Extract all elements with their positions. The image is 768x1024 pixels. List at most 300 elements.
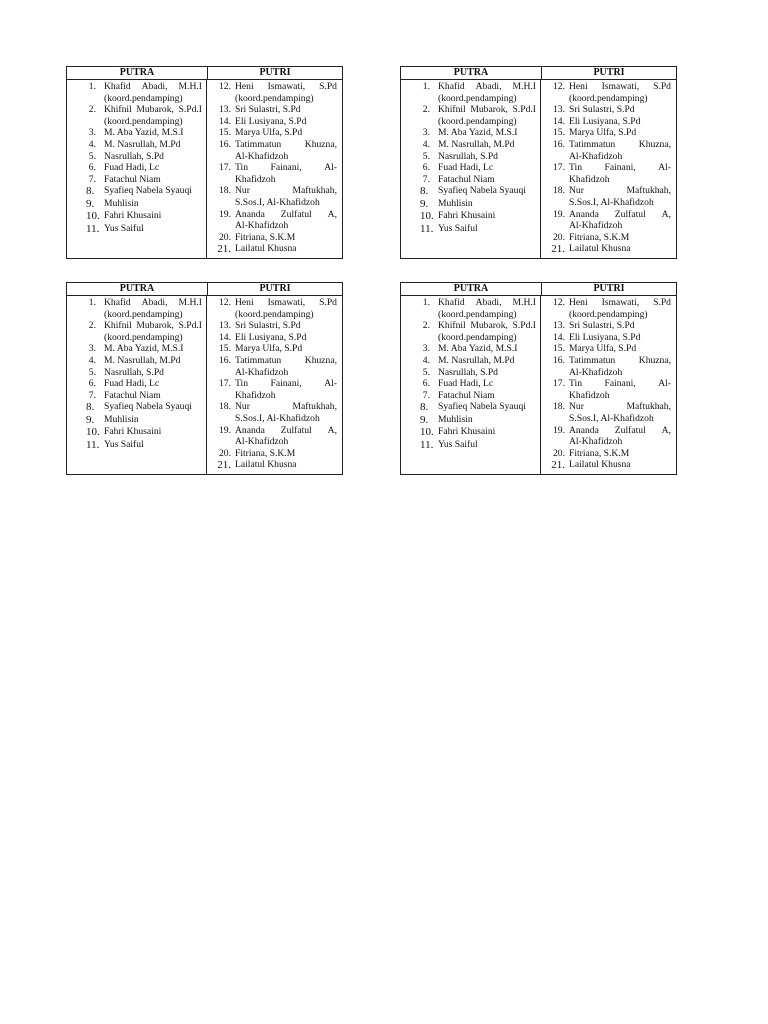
item-number: 20. bbox=[553, 447, 565, 459]
item-name bbox=[231, 127, 337, 139]
list-item bbox=[541, 104, 671, 116]
item-name bbox=[430, 104, 536, 127]
list-item bbox=[67, 355, 202, 367]
item-line: Nur Maftukhah, bbox=[235, 185, 337, 197]
item-name bbox=[430, 210, 536, 222]
item-number: 4. bbox=[422, 138, 430, 150]
list-item bbox=[67, 367, 202, 379]
item-number: 6. bbox=[422, 162, 430, 174]
item-line: Heni Ismawati, S.Pd bbox=[569, 81, 671, 92]
item-line: Fatachul Niam bbox=[104, 389, 161, 401]
item-line: S.Sos.I, Al-Khafidzoh bbox=[569, 196, 654, 208]
item-line: Khafidzoh bbox=[235, 389, 276, 401]
item-name bbox=[231, 185, 337, 208]
item-name bbox=[96, 162, 202, 174]
putri-column bbox=[207, 80, 342, 258]
list-item bbox=[541, 425, 671, 448]
putri-column bbox=[207, 296, 342, 474]
item-line: Ananda Zulfatul A, bbox=[235, 208, 337, 220]
list-item bbox=[541, 139, 671, 162]
item-name bbox=[231, 343, 337, 355]
list-item bbox=[207, 320, 337, 332]
item-number: 7. bbox=[88, 173, 96, 185]
item-line: Khafid Abadi, M.H.I bbox=[104, 297, 202, 308]
item-line: Al-Khafidzoh bbox=[569, 150, 623, 162]
item-number: 19. bbox=[219, 424, 231, 436]
item-line: Tin Fainani, Al- bbox=[235, 162, 337, 174]
item-name bbox=[565, 343, 671, 355]
list-item bbox=[207, 104, 337, 116]
item-line: Fahri Khusaini bbox=[438, 426, 496, 438]
item-number: 3. bbox=[422, 127, 430, 139]
item-name bbox=[565, 81, 671, 104]
item-line: S.Sos.I, Al-Khafidzoh bbox=[569, 412, 654, 424]
item-line: Fuad Hadi, Lc bbox=[438, 162, 494, 174]
item-line: (koord.pendamping) bbox=[235, 308, 314, 320]
list-item bbox=[67, 127, 202, 139]
item-line: Eli Lusiyana, S.Pd bbox=[235, 331, 307, 343]
item-name bbox=[565, 459, 671, 471]
list-item bbox=[401, 355, 536, 367]
item-line: Lailatul Khusna bbox=[235, 459, 297, 471]
item-number: 1. bbox=[422, 81, 430, 92]
item-name bbox=[565, 104, 671, 116]
item-number: 12. bbox=[219, 297, 231, 308]
item-number: 18. bbox=[219, 401, 231, 413]
item-number: 2. bbox=[422, 104, 430, 116]
list-item bbox=[541, 297, 671, 320]
item-number: 6. bbox=[88, 162, 96, 174]
item-line: (koord.pendamping) bbox=[569, 308, 648, 320]
item-name bbox=[565, 297, 671, 320]
item-line: Fatachul Niam bbox=[104, 173, 161, 185]
list-item bbox=[207, 343, 337, 355]
putra-column bbox=[401, 296, 541, 474]
item-line: (koord.pendamping) bbox=[104, 92, 183, 104]
item-line: Syafieq Nabela Syauqi bbox=[438, 185, 526, 197]
table-body bbox=[401, 80, 676, 258]
item-line: Heni Ismawati, S.Pd bbox=[235, 297, 337, 308]
item-name bbox=[430, 297, 536, 320]
item-number: 21. bbox=[551, 243, 565, 256]
item-name bbox=[231, 297, 337, 320]
list-item bbox=[541, 127, 671, 139]
roster-table-2 bbox=[400, 66, 677, 259]
item-line: Khafid Abadi, M.H.I bbox=[438, 297, 536, 308]
table-header-row bbox=[401, 283, 676, 296]
list-item bbox=[401, 378, 536, 390]
item-line: Al-Khafidzoh bbox=[235, 366, 289, 378]
item-number: 2. bbox=[422, 320, 430, 332]
item-line: Muhlisin bbox=[104, 413, 139, 425]
item-name bbox=[565, 185, 671, 208]
item-line: Ananda Zulfatul A, bbox=[235, 424, 337, 436]
item-name bbox=[96, 104, 202, 127]
item-line: M. Nasrullah, M.Pd bbox=[104, 138, 181, 150]
item-number: 21. bbox=[217, 243, 231, 256]
list-item bbox=[67, 439, 202, 451]
list-item bbox=[401, 210, 536, 222]
item-line: Muhlisin bbox=[104, 197, 139, 209]
list-item bbox=[67, 174, 202, 186]
item-line: Al-Khafidzoh bbox=[569, 366, 623, 378]
item-name bbox=[565, 232, 671, 244]
item-line: Nasrullah, S.Pd bbox=[104, 150, 164, 162]
item-name bbox=[430, 390, 536, 402]
item-number: 9. bbox=[420, 413, 429, 426]
list-item bbox=[67, 210, 202, 222]
item-name bbox=[96, 174, 202, 186]
item-name bbox=[231, 401, 337, 424]
item-line: M. Nasrullah, M.Pd bbox=[438, 138, 515, 150]
item-line: Al-Khafidzoh bbox=[235, 150, 289, 162]
item-number: 10. bbox=[420, 426, 434, 439]
item-line: M. Nasrullah, M.Pd bbox=[438, 354, 515, 366]
table-header-row bbox=[67, 67, 342, 80]
list-item bbox=[401, 81, 536, 104]
item-number: 12. bbox=[219, 81, 231, 92]
item-name bbox=[96, 401, 202, 413]
item-line: Muhlisin bbox=[438, 413, 473, 425]
item-name bbox=[430, 378, 536, 390]
list-item bbox=[541, 243, 671, 255]
item-line: Fatachul Niam bbox=[438, 389, 495, 401]
item-name bbox=[565, 243, 671, 255]
item-number: 19. bbox=[553, 424, 565, 436]
table-header-row bbox=[401, 67, 676, 80]
list-item bbox=[401, 104, 536, 127]
item-line: (koord.pendamping) bbox=[104, 115, 183, 127]
item-number: 20. bbox=[219, 231, 231, 243]
list-item bbox=[207, 232, 337, 244]
list-item bbox=[541, 185, 671, 208]
header-putri: PUTRI bbox=[593, 67, 625, 78]
item-line: Al-Khafidzoh bbox=[235, 436, 289, 448]
item-name bbox=[96, 414, 202, 426]
item-name bbox=[430, 162, 536, 174]
list-item bbox=[401, 151, 536, 163]
item-name bbox=[96, 81, 202, 104]
list-item bbox=[207, 378, 337, 401]
item-line: Marya Ulfa, S.Pd bbox=[569, 343, 637, 355]
item-line: Eli Lusiyana, S.Pd bbox=[569, 115, 641, 127]
list-item bbox=[207, 459, 337, 471]
item-line: Khafidzoh bbox=[569, 173, 610, 185]
item-name bbox=[231, 332, 337, 344]
item-line: Khafidzoh bbox=[235, 173, 276, 185]
list-item bbox=[541, 81, 671, 104]
item-number: 13. bbox=[219, 104, 231, 116]
item-name bbox=[231, 209, 337, 232]
putri-column bbox=[541, 296, 676, 474]
item-line: Khafid Abadi, M.H.I bbox=[438, 81, 536, 92]
item-number: 4. bbox=[422, 354, 430, 366]
item-number: 18. bbox=[553, 401, 565, 413]
item-name bbox=[565, 355, 671, 378]
item-name bbox=[231, 116, 337, 128]
item-line: Khifnil Mubarok, S.Pd.I bbox=[438, 320, 536, 332]
list-item bbox=[401, 367, 536, 379]
item-name bbox=[430, 367, 536, 379]
item-line: Tatimmatun Khuzna, bbox=[569, 138, 671, 150]
item-number: 9. bbox=[86, 413, 95, 426]
item-line: Fitriana, S.K.M bbox=[235, 231, 296, 243]
item-number: 7. bbox=[88, 389, 96, 401]
item-name bbox=[96, 185, 202, 197]
item-name bbox=[430, 81, 536, 104]
list-item bbox=[541, 209, 671, 232]
item-name bbox=[565, 425, 671, 448]
list-item bbox=[207, 139, 337, 162]
item-number: 20. bbox=[219, 447, 231, 459]
list-item bbox=[207, 243, 337, 255]
item-name bbox=[231, 81, 337, 104]
list-item bbox=[541, 378, 671, 401]
item-number: 5. bbox=[422, 366, 430, 378]
item-line: Marya Ulfa, S.Pd bbox=[235, 127, 303, 139]
item-line: Khafid Abadi, M.H.I bbox=[104, 81, 202, 92]
item-number: 12. bbox=[553, 81, 565, 92]
item-number: 1. bbox=[88, 297, 96, 308]
item-number: 16. bbox=[553, 354, 565, 366]
header-putra: PUTRA bbox=[401, 67, 542, 79]
putra-column bbox=[67, 296, 207, 474]
item-number: 5. bbox=[88, 366, 96, 378]
item-line: Yus Saiful bbox=[104, 438, 144, 450]
item-line: (koord.pendamping) bbox=[438, 92, 517, 104]
item-line: (koord.pendamping) bbox=[438, 115, 517, 127]
item-number: 18. bbox=[553, 185, 565, 197]
item-number: 13. bbox=[219, 320, 231, 332]
list-item bbox=[401, 139, 536, 151]
list-item bbox=[207, 127, 337, 139]
item-line: (koord.pendamping) bbox=[438, 331, 517, 343]
item-line: Khifnil Mubarok, S.Pd.I bbox=[104, 104, 202, 116]
list-item bbox=[67, 343, 202, 355]
item-line: Lailatul Khusna bbox=[569, 459, 631, 471]
item-line: Ananda Zulfatul A, bbox=[569, 208, 671, 220]
list-item bbox=[207, 297, 337, 320]
item-number: 16. bbox=[219, 138, 231, 150]
item-number: 10. bbox=[86, 210, 100, 223]
item-name bbox=[565, 378, 671, 401]
item-number: 8. bbox=[420, 185, 429, 198]
item-number: 5. bbox=[88, 150, 96, 162]
header-putri: PUTRI bbox=[593, 283, 625, 294]
item-name bbox=[96, 390, 202, 402]
item-line: Al-Khafidzoh bbox=[569, 220, 623, 232]
item-number: 13. bbox=[553, 104, 565, 116]
item-name bbox=[430, 223, 536, 235]
item-line: Fahri Khusaini bbox=[438, 210, 496, 222]
item-line: Ananda Zulfatul A, bbox=[569, 424, 671, 436]
item-line: Al-Khafidzoh bbox=[569, 436, 623, 448]
header-putri: PUTRI bbox=[259, 283, 291, 294]
item-number: 9. bbox=[420, 197, 429, 210]
list-item bbox=[401, 343, 536, 355]
list-item bbox=[207, 401, 337, 424]
item-name bbox=[96, 151, 202, 163]
item-name bbox=[565, 162, 671, 185]
item-line: Lailatul Khusna bbox=[235, 243, 297, 255]
item-name bbox=[231, 448, 337, 460]
list-item bbox=[541, 162, 671, 185]
item-number: 10. bbox=[86, 426, 100, 439]
item-number: 4. bbox=[88, 354, 96, 366]
item-name bbox=[96, 198, 202, 210]
item-name bbox=[96, 367, 202, 379]
item-number: 17. bbox=[553, 378, 565, 390]
item-line: S.Sos.I, Al-Khafidzoh bbox=[235, 412, 320, 424]
item-line: Nasrullah, S.Pd bbox=[438, 366, 498, 378]
item-number: 3. bbox=[88, 343, 96, 355]
list-item bbox=[401, 127, 536, 139]
list-item bbox=[401, 439, 536, 451]
item-line: Tatimmatun Khuzna, bbox=[235, 138, 337, 150]
list-item bbox=[401, 320, 536, 343]
item-line: Nasrullah, S.Pd bbox=[104, 366, 164, 378]
item-number: 14. bbox=[219, 115, 231, 127]
list-item bbox=[67, 320, 202, 343]
item-number: 5. bbox=[422, 150, 430, 162]
header-putra: PUTRA bbox=[67, 283, 208, 295]
item-line: S.Sos.I, Al-Khafidzoh bbox=[235, 196, 320, 208]
item-number: 7. bbox=[422, 173, 430, 185]
item-name bbox=[565, 116, 671, 128]
list-item bbox=[401, 401, 536, 413]
item-line: M. Aba Yazid, M.S.I bbox=[104, 343, 184, 355]
item-line: M. Nasrullah, M.Pd bbox=[104, 354, 181, 366]
item-number: 15. bbox=[219, 127, 231, 139]
item-number: 15. bbox=[219, 343, 231, 355]
item-name bbox=[96, 210, 202, 222]
list-item bbox=[401, 223, 536, 235]
roster-table-3 bbox=[66, 282, 343, 475]
item-line: Fatachul Niam bbox=[438, 173, 495, 185]
item-name bbox=[231, 320, 337, 332]
item-number: 11. bbox=[86, 222, 100, 235]
item-line: Tatimmatun Khuzna, bbox=[569, 354, 671, 366]
item-name bbox=[430, 439, 536, 451]
item-number: 11. bbox=[420, 222, 434, 235]
item-line: Fahri Khusaini bbox=[104, 210, 162, 222]
item-name bbox=[96, 355, 202, 367]
item-name bbox=[96, 297, 202, 320]
list-item bbox=[401, 426, 536, 438]
item-line: Fuad Hadi, Lc bbox=[104, 378, 160, 390]
list-item bbox=[207, 81, 337, 104]
item-name bbox=[96, 426, 202, 438]
item-name bbox=[565, 320, 671, 332]
item-number: 6. bbox=[422, 378, 430, 390]
item-line: Nur Maftukhah, bbox=[235, 401, 337, 413]
item-number: 8. bbox=[420, 401, 429, 414]
item-line: Tatimmatun Khuzna, bbox=[235, 354, 337, 366]
item-number: 9. bbox=[86, 197, 95, 210]
item-number: 15. bbox=[553, 343, 565, 355]
item-name bbox=[565, 332, 671, 344]
item-name bbox=[430, 198, 536, 210]
list-item bbox=[67, 198, 202, 210]
item-line: Yus Saiful bbox=[438, 438, 478, 450]
item-line: Syafieq Nabela Syauqi bbox=[104, 185, 192, 197]
list-item bbox=[207, 332, 337, 344]
item-number: 21. bbox=[551, 459, 565, 472]
item-number: 6. bbox=[88, 378, 96, 390]
item-line: Eli Lusiyana, S.Pd bbox=[235, 115, 307, 127]
item-number: 11. bbox=[86, 438, 100, 451]
item-line: M. Aba Yazid, M.S.I bbox=[104, 127, 184, 139]
item-line: (koord.pendamping) bbox=[104, 308, 183, 320]
table-body bbox=[67, 296, 342, 474]
list-item bbox=[207, 355, 337, 378]
item-line: Nasrullah, S.Pd bbox=[438, 150, 498, 162]
item-name bbox=[231, 243, 337, 255]
item-line: Heni Ismawati, S.Pd bbox=[569, 297, 671, 308]
item-number: 17. bbox=[553, 162, 565, 174]
list-item bbox=[207, 185, 337, 208]
list-item bbox=[541, 355, 671, 378]
item-name bbox=[231, 378, 337, 401]
item-number: 1. bbox=[88, 81, 96, 92]
item-line: Fitriana, S.K.M bbox=[569, 231, 630, 243]
list-item bbox=[67, 185, 202, 197]
item-number: 2. bbox=[88, 320, 96, 332]
item-name bbox=[231, 232, 337, 244]
item-line: Tin Fainani, Al- bbox=[569, 378, 671, 390]
item-number: 15. bbox=[553, 127, 565, 139]
item-name bbox=[231, 104, 337, 116]
list-item bbox=[401, 414, 536, 426]
item-line: Nur Maftukhah, bbox=[569, 401, 671, 413]
item-line: Sri Sulastri, S.Pd bbox=[235, 320, 301, 332]
list-item bbox=[67, 297, 202, 320]
item-name bbox=[96, 223, 202, 235]
list-item bbox=[401, 297, 536, 320]
list-item bbox=[67, 223, 202, 235]
roster-table-4 bbox=[400, 282, 677, 475]
item-line: Khifnil Mubarok, S.Pd.I bbox=[104, 320, 202, 332]
item-number: 11. bbox=[420, 438, 434, 451]
item-name bbox=[96, 127, 202, 139]
item-name bbox=[430, 401, 536, 413]
item-number: 18. bbox=[219, 185, 231, 197]
list-item bbox=[67, 139, 202, 151]
list-item bbox=[541, 343, 671, 355]
list-item bbox=[67, 104, 202, 127]
item-line: Syafieq Nabela Syauqi bbox=[104, 401, 192, 413]
list-item bbox=[67, 390, 202, 402]
item-number: 16. bbox=[219, 354, 231, 366]
item-line: Sri Sulastri, S.Pd bbox=[569, 320, 635, 332]
item-number: 14. bbox=[553, 331, 565, 343]
item-line: Khifnil Mubarok, S.Pd.I bbox=[438, 104, 536, 116]
list-item bbox=[541, 448, 671, 460]
item-number: 3. bbox=[88, 127, 96, 139]
list-item bbox=[67, 151, 202, 163]
item-number: 19. bbox=[553, 208, 565, 220]
table-header-row bbox=[67, 283, 342, 296]
list-item bbox=[401, 174, 536, 186]
item-name bbox=[430, 426, 536, 438]
item-line: Lailatul Khusna bbox=[569, 243, 631, 255]
item-line: Sri Sulastri, S.Pd bbox=[235, 104, 301, 116]
list-item bbox=[67, 401, 202, 413]
item-line: Yus Saiful bbox=[104, 222, 144, 234]
item-line: Fitriana, S.K.M bbox=[569, 447, 630, 459]
item-line: Fuad Hadi, Lc bbox=[104, 162, 160, 174]
item-number: 20. bbox=[553, 231, 565, 243]
